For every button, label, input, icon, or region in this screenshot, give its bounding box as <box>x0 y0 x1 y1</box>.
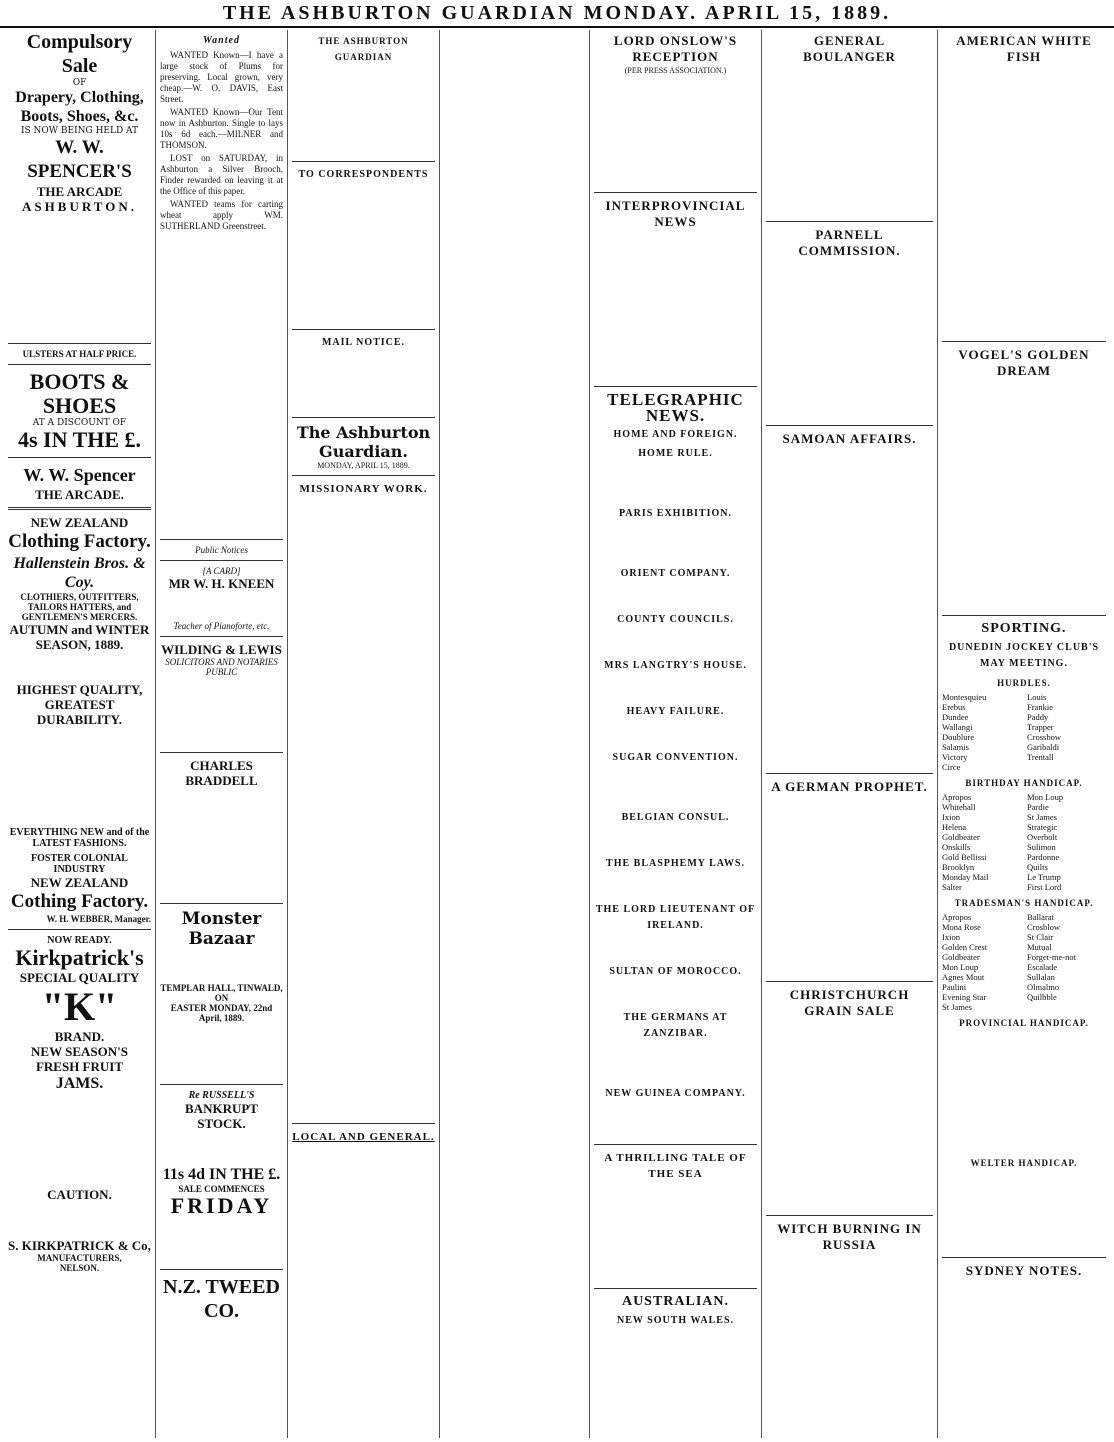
column-7 <box>938 30 1110 1438</box>
divider <box>160 636 283 637</box>
kneen-name: MR W. H. KNEEN <box>168 576 275 591</box>
horse-name: Wallangi <box>942 722 973 732</box>
wanted-heading: Wanted <box>203 35 240 46</box>
bankrupt-body <box>160 1131 283 1165</box>
ad-clothing-factory: Clothing Factory. <box>8 531 151 552</box>
ad-now-ready: NOW READY. <box>47 935 112 946</box>
onslow-body <box>594 77 757 187</box>
sydney-body <box>942 1280 1106 1400</box>
wilding-body <box>160 677 283 747</box>
lost-ad: LOST on SATURDAY, in Ashburton a Silver Brooch. Finder rewarded on leaving it at the Office of this paper. <box>160 153 283 196</box>
welter-heading: WELTER HANDICAP. <box>970 1158 1078 1168</box>
correspondents-heading: TO CORRESPONDENTS <box>298 169 429 180</box>
price-list <box>8 218 151 338</box>
onslow-heading: LORD ONSLOW'S RECEPTION <box>613 33 738 64</box>
boulanger-heading: GENERAL BOULANGER <box>803 33 896 64</box>
sydney-heading: SYDNEY NOTES. <box>965 1263 1083 1278</box>
zanzibar-body <box>594 1043 757 1083</box>
horse-name: Crossbow <box>1027 732 1062 742</box>
witch-body <box>766 1254 933 1438</box>
public-notices-heading: Public Notices <box>195 545 248 555</box>
ad-compulsory-title: Compulsory Sale <box>26 31 133 77</box>
horse-name: St Clair <box>1027 932 1054 942</box>
horse-name: Agnes Mout <box>942 972 985 982</box>
horse-name: Trapper <box>1027 722 1054 732</box>
horse-name: Pardonne <box>1027 852 1060 862</box>
tradesman-list <box>942 912 1106 1012</box>
ad-caution-body <box>8 1202 151 1238</box>
horse-name: Sulimon <box>1027 842 1056 852</box>
ad-boots: BOOTS & SHOES <box>29 369 130 418</box>
fish-body <box>942 66 1106 336</box>
guardian-head: THE ASHBURTON GUARDIAN <box>318 36 409 62</box>
interprovincial-heading: INTERPROVINCIAL NEWS <box>605 198 746 229</box>
ad-jams: JAMS. <box>55 1075 104 1092</box>
ad-fresh-fruit: FRESH FRUIT <box>35 1059 124 1074</box>
home-rule-body <box>594 463 757 503</box>
horse-name: Ixion <box>942 812 960 822</box>
ad-town: ASHBURTON. <box>22 199 137 214</box>
sale-body <box>160 1218 283 1264</box>
home-rule: HOME RULE. <box>638 448 713 459</box>
divider <box>594 386 757 387</box>
langtry-house: MRS LANGTRY'S HOUSE. <box>604 660 747 671</box>
morocco-body <box>594 981 757 1007</box>
heavy-failure: HEAVY FAILURE. <box>626 706 725 717</box>
telegraphic-heading: TELEGRAPHIC NEWS. <box>607 390 744 425</box>
horse-name: Onskills <box>942 842 971 852</box>
horse-name: Erebus <box>942 702 966 712</box>
sporting-heading: SPORTING. <box>981 621 1067 636</box>
correspondents-body <box>292 184 435 324</box>
ad-arcade-2: THE ARCADE. <box>35 487 124 502</box>
mail-notice-heading: MAIL NOTICE. <box>321 337 406 348</box>
samoan-body <box>766 448 933 768</box>
divider <box>160 1269 283 1270</box>
horse-name: Mon Loup <box>1027 792 1064 802</box>
ad-body <box>8 652 151 682</box>
ad-everything: EVERYTHING NEW and of the LATEST FASHIONS. <box>9 827 150 849</box>
horse-name: Mutual <box>1027 942 1052 952</box>
horse-name: Mona Rose <box>942 922 981 932</box>
ad-rate: 4s IN THE £. <box>17 427 142 452</box>
orient-company: ORIENT COMPANY. <box>620 568 731 579</box>
ad-clothing-factory-2: Cothing Factory. <box>10 891 149 912</box>
horse-name: Olmalmo <box>1027 982 1060 992</box>
ad-jam-body <box>8 1097 151 1187</box>
ad-caution: CAUTION. <box>47 1187 112 1202</box>
wanted-ad: WANTED Known—I have a large stock of Plums for preserving. Local grown, very cheap.—W. O. DAVIS, East Street. <box>160 50 283 104</box>
horse-name: Paulini <box>942 982 967 992</box>
ad-quality: HIGHEST QUALITY, <box>16 682 143 697</box>
local-news-continued <box>444 30 585 1430</box>
local-general-heading: LOCAL AND GENERAL. <box>292 1131 435 1143</box>
divider <box>160 903 283 904</box>
ad-price-body <box>8 727 151 827</box>
witch-heading: WITCH BURNING IN RUSSIA <box>777 1221 922 1252</box>
bankrupt-rate: 11s 4d IN THE £. <box>162 1166 281 1183</box>
parnell-heading: PARNELL COMMISSION. <box>798 227 901 258</box>
horse-name: Louis <box>1027 692 1047 702</box>
divider <box>292 329 435 330</box>
sale-commences: SALE COMMENCES <box>178 1184 265 1194</box>
divider <box>942 615 1106 616</box>
prophet-body <box>766 796 933 976</box>
press-association: (PER PRESS ASSOCIATION.) <box>624 66 727 75</box>
lord-lieutenant-body <box>594 935 757 961</box>
bazaar-body-2 <box>160 1023 283 1079</box>
divider <box>942 341 1106 342</box>
paper-title: The Ashburton Guardian. <box>296 423 431 461</box>
horse-name: Helena <box>942 822 967 832</box>
paper-date: MONDAY, APRIL 15, 1889. <box>317 461 410 470</box>
horse-name: Montesquieu <box>942 692 987 702</box>
missionary-heading: MISSIONARY WORK. <box>299 483 428 495</box>
divider <box>160 560 283 561</box>
failure-body <box>594 721 757 747</box>
bankrupt-stock: BANKRUPT STOCK. <box>185 1101 258 1131</box>
braddell: CHARLES BRADDELL <box>185 758 258 788</box>
divider <box>766 425 933 426</box>
divider <box>766 221 933 222</box>
column-1 <box>4 30 156 1438</box>
divider <box>766 1215 933 1216</box>
county-body <box>594 629 757 655</box>
divider <box>8 507 151 510</box>
classifieds-body <box>160 234 283 534</box>
belgian-body <box>594 827 757 853</box>
horse-name: Escalade <box>1027 962 1058 972</box>
column-2 <box>156 30 288 1438</box>
horse-name: Pardie <box>1027 802 1049 812</box>
horse-name: Doublure <box>942 732 975 742</box>
horse-name: Apropos <box>942 792 972 802</box>
russell: Re RUSSELL'S <box>188 1090 255 1101</box>
horse-name: Goldbeater <box>942 832 980 842</box>
horse-name: Circe <box>942 762 961 772</box>
paris-body <box>594 523 757 563</box>
ad-new-season: NEW SEASON'S <box>31 1044 128 1059</box>
divider <box>8 457 151 458</box>
missionary-body <box>292 498 435 1118</box>
samoan-heading: SAMOAN AFFAIRS. <box>782 431 917 446</box>
hurdles-list <box>942 692 1106 772</box>
fish-heading: AMERICAN WHITE FISH <box>956 33 1092 64</box>
horse-name: Forget-me-not <box>1027 952 1076 962</box>
home-foreign: HOME AND FOREIGN. <box>613 429 738 440</box>
new-guinea: NEW GUINEA COMPANY. <box>605 1088 746 1099</box>
horse-name: Ixion <box>942 932 960 942</box>
dunedin-heading: DUNEDIN JOCKEY CLUB'S MAY MEETING. <box>948 642 1100 669</box>
horse-name: Salter <box>942 882 962 892</box>
horse-name: Overbolt <box>1027 832 1058 842</box>
ad-spencer: W. W. SPENCER'S <box>27 137 132 182</box>
divider <box>8 364 151 365</box>
thrilling-tale: A THRILLING TALE OF THE SEA <box>604 1152 747 1180</box>
horse-name: Dundee <box>942 712 969 722</box>
kneen-body <box>160 591 283 621</box>
ad-foster: FOSTER COLONIAL INDUSTRY <box>31 853 128 875</box>
ad-goods: Drapery, Clothing, Boots, Shoes, &c. <box>15 89 144 125</box>
germans-zanzibar: THE GERMANS AT ZANZIBAR. <box>623 1012 728 1039</box>
ad-kirkpatrick: Kirkpatrick's <box>15 945 144 970</box>
solicitors: SOLICITORS AND NOTARIES PUBLIC <box>165 657 278 677</box>
divider <box>942 1257 1106 1258</box>
divider <box>8 343 151 344</box>
ad-durability: GREATEST DURABILITY. <box>36 697 123 727</box>
horse-name: Paddy <box>1027 712 1049 722</box>
lord-lieutenant: THE LORD LIEUTENANT OF IRELAND. <box>595 904 756 931</box>
sugar-convention: SUGAR CONVENTION. <box>612 752 739 763</box>
australian: AUSTRALIAN. <box>621 1294 730 1309</box>
provincial-heading: PROVINCIAL HANDICAP. <box>959 1018 1089 1028</box>
horse-name: St James <box>942 1002 972 1012</box>
page-columns <box>4 30 1110 1438</box>
ad-special-quality: SPECIAL QUALITY <box>19 970 140 985</box>
divider <box>594 1288 757 1289</box>
horse-name: First Lord <box>1027 882 1062 892</box>
tweed-co: N.Z. TWEED CO. <box>163 1276 280 1322</box>
kneen-sub: Teacher of Pianoforte, etc. <box>173 621 270 631</box>
welter-body <box>942 1172 1106 1252</box>
horse-name: Strategic <box>1027 822 1058 832</box>
bazaar-hall: TEMPLAR HALL, TINWALD, <box>160 983 283 993</box>
sultan-morocco: SULTAN OF MOROCCO. <box>609 966 742 977</box>
horse-name: Ballarat <box>1027 912 1054 922</box>
guinea-body <box>594 1103 757 1139</box>
vogel-body <box>942 380 1106 610</box>
wanted-ad: WANTED teams for carting wheat apply WM. SUTHERLAND Greenstreet. <box>160 199 283 231</box>
braddell-body <box>160 788 283 898</box>
horse-name: Frankie <box>1027 702 1053 712</box>
belgian-consul: BELGIAN CONSUL. <box>621 812 730 823</box>
ad-k-brand: "K" <box>41 984 118 1029</box>
ad-nz: NEW ZEALAND <box>30 515 129 530</box>
wilding-lewis: WILDING & LEWIS <box>161 642 282 657</box>
bazaar-title: Monster Bazaar <box>181 909 262 949</box>
horse-name: Whitehall <box>942 802 976 812</box>
horse-name: Mon Loup <box>942 962 979 972</box>
paris-exhibition: PARIS EXHIBITION. <box>619 508 732 519</box>
subscription-terms <box>292 66 435 156</box>
provincial-body <box>942 1032 1106 1152</box>
divider <box>766 981 933 982</box>
divider <box>8 929 151 930</box>
divider <box>292 417 435 418</box>
friday: FRIDAY <box>170 1193 273 1218</box>
wanted-ad: WANTED Known—Our Tent now in Ashburton. Single to lays 10s 6d each.—MILNER and THOMSON. <box>160 107 283 150</box>
ad-of: OF <box>72 78 87 88</box>
local-general-body <box>292 1146 435 1438</box>
horse-name: Garibaldi <box>1027 742 1060 752</box>
ad-season: AUTUMN and WINTER SEASON, 1889. <box>9 622 150 652</box>
bazaar-date: EASTER MONDAY, 22nd April, 1889. <box>170 1003 273 1023</box>
horse-name: Golden Crest <box>942 942 988 952</box>
birthday-heading: BIRTHDAY HANDICAP. <box>965 778 1083 788</box>
ad-hallenstein: Hallenstein Bros. & Coy. <box>13 555 146 591</box>
ad-now-held: IS NOW BEING HELD AT <box>20 126 139 136</box>
vogel-heading: VOGEL'S GOLDEN DREAM <box>958 347 1090 378</box>
horse-name: Goldbeater <box>942 952 980 962</box>
tradesman-heading: TRADESMAN'S HANDICAP. <box>954 898 1094 908</box>
ad-nz-2: NEW ZEALAND <box>30 875 129 890</box>
horse-name: Sullalan <box>1027 972 1055 982</box>
ad-manufacturers: MANUFACTURERS, <box>37 1253 122 1263</box>
horse-name: Brooklyn <box>942 862 975 872</box>
horse-name: Apropos <box>942 912 972 922</box>
sugar-body <box>594 767 757 807</box>
langtry-body <box>594 675 757 701</box>
boulanger-body <box>766 66 933 216</box>
horse-name: Gold Bellissi <box>942 852 987 862</box>
masthead <box>0 0 1114 28</box>
ad-manager: W. H. WEBBER, Manager. <box>46 914 151 924</box>
column-4 <box>440 30 590 1438</box>
horse-name: Evening Star <box>942 992 987 1002</box>
divider <box>160 539 283 540</box>
divider <box>160 1084 283 1085</box>
bazaar-body <box>160 949 283 983</box>
ad-kirkpatrick-co: S. KIRKPATRICK & Co, <box>8 1238 151 1253</box>
ad-brand: BRAND. <box>54 1029 105 1044</box>
horse-name: Trentall <box>1027 752 1054 762</box>
mail-notice-body <box>292 352 435 412</box>
divider <box>594 192 757 193</box>
column-5 <box>590 30 762 1438</box>
prophet-heading: A GERMAN PROPHET. <box>771 779 928 794</box>
divider <box>292 475 435 476</box>
blasphemy-body <box>594 873 757 899</box>
bazaar-on: ON <box>214 993 229 1003</box>
ad-ulsters: ULSTERS AT HALF PRICE. <box>22 349 137 359</box>
orient-body <box>594 583 757 609</box>
card-label: [A CARD] <box>202 566 241 576</box>
interprovincial-body <box>594 231 757 381</box>
county-councils: COUNTY COUNCILS. <box>617 614 734 625</box>
divider <box>766 773 933 774</box>
nsw-body <box>594 1330 757 1438</box>
ad-discount: AT A DISCOUNT OF <box>32 418 127 428</box>
parnell-body <box>766 260 933 420</box>
horse-name: Victory <box>942 752 968 762</box>
ad-spencer-2: W. W. Spencer <box>23 465 136 485</box>
thrilling-body <box>594 1183 757 1283</box>
new-south-wales: NEW SOUTH WALES. <box>616 1315 735 1326</box>
masthead-title: THE ASHBURTON GUARDIAN MONDAY. APRIL 15, 1889. <box>222 2 892 24</box>
ad-arcade: THE ARCADE <box>36 184 123 199</box>
grain-heading: CHRISTCHURCH GRAIN SALE <box>789 987 910 1018</box>
divider <box>292 161 435 162</box>
ad-trades: CLOTHIERS, OUTFITTERS, TAILORS HATTERS, and GENTLEMEN'S MERCERS. <box>20 592 139 622</box>
horse-name: Quilts <box>1027 862 1048 872</box>
birthday-list <box>942 792 1106 892</box>
horse-name: Quilbble <box>1027 992 1057 1002</box>
horse-name: St James <box>1027 812 1057 822</box>
column-6 <box>762 30 938 1438</box>
hurdles-heading: HURDLES. <box>997 678 1051 688</box>
horse-name: Salamis <box>942 742 969 752</box>
divider <box>160 752 283 753</box>
horse-name: Le Trump <box>1027 872 1061 882</box>
horse-name: Monday Mail <box>942 872 989 882</box>
blasphemy-laws: THE BLASPHEMY LAWS. <box>606 858 745 869</box>
grain-body <box>766 1020 933 1210</box>
divider <box>594 1144 757 1145</box>
column-3 <box>288 30 440 1438</box>
horse-name: Crosblow <box>1027 922 1061 932</box>
divider <box>292 1123 435 1124</box>
ad-nelson: NELSON. <box>59 1263 100 1273</box>
